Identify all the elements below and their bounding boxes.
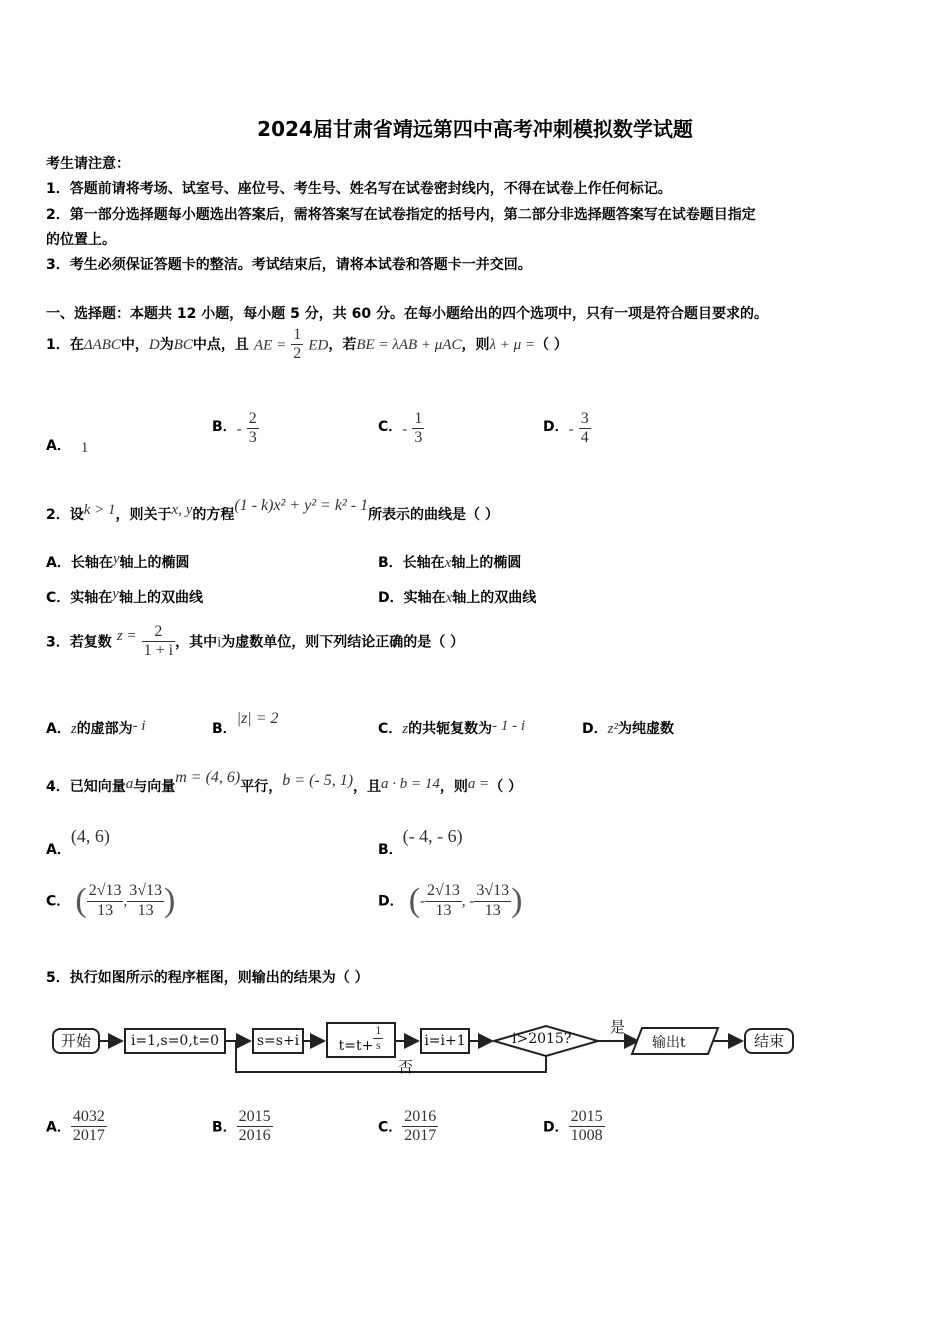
numerator: 3√13 — [127, 882, 164, 901]
left-paren: ( — [75, 882, 87, 919]
q1-text: 中， — [120, 337, 149, 353]
separator: , - — [461, 893, 475, 910]
q3-option-d[interactable] — [582, 718, 674, 738]
denominator: s — [376, 1037, 381, 1052]
denominator: 2017 — [72, 1127, 105, 1145]
q4-vector-a: a — [125, 776, 134, 792]
numerator: 2015 — [569, 1108, 605, 1127]
q1-point-d: D — [148, 337, 160, 353]
q4-answer-a: a = — [467, 776, 490, 792]
option-label: A．长轴在 — [46, 555, 113, 571]
option-text: 轴上的椭圆 — [119, 555, 190, 571]
numerator: 1 — [375, 1023, 382, 1037]
minus-sign: - — [568, 421, 574, 438]
q4-text: 与向量 — [133, 779, 176, 795]
option-var: z — [70, 721, 77, 737]
flow-condition: i>2015? — [512, 1031, 572, 1047]
q3-text: 3．若复数 — [46, 634, 112, 651]
numerator: 2√13 — [425, 882, 462, 901]
flow-no-label: 否 — [398, 1058, 414, 1076]
q1-option-c[interactable] — [378, 410, 424, 448]
denominator: 2016 — [238, 1127, 271, 1145]
q2-equation: (1 - k)x² + y² = k² - 1 — [234, 497, 369, 514]
option-value: - 1 - i — [492, 718, 526, 734]
option-value: 1 — [80, 440, 89, 456]
fraction-1 — [87, 882, 124, 920]
option-var: z² — [607, 721, 618, 737]
q1-text: 中点，且 — [192, 337, 249, 353]
option-text: 轴上的双曲线 — [118, 590, 203, 606]
option-label: C．实轴在 — [46, 590, 113, 606]
option-label: D．实轴在 — [378, 590, 446, 606]
option-label: A． — [46, 438, 71, 454]
fraction-2 — [474, 882, 511, 920]
q5-option-c[interactable] — [378, 1108, 438, 1146]
option-fraction — [402, 1108, 438, 1146]
minus-sign: - — [420, 893, 426, 910]
q2-text: 所表示的曲线是（ ） — [368, 507, 499, 523]
option-value: (4, 6) — [70, 826, 110, 846]
option-label: C． — [378, 1119, 403, 1136]
denominator: 3 — [248, 429, 257, 447]
numerator: 1 — [291, 326, 303, 345]
option-text: 轴上的双曲线 — [452, 590, 537, 606]
option-var: x — [444, 555, 452, 571]
option-text: 为纯虚数 — [617, 721, 674, 737]
numerator: 2√13 — [87, 882, 124, 901]
denominator: 2 — [293, 345, 302, 363]
option-label: B． — [212, 419, 237, 436]
flow-sum-t — [326, 1022, 396, 1058]
q3-option-c[interactable] — [378, 718, 525, 738]
option-label: D． — [378, 893, 404, 910]
option-label: B． — [212, 721, 237, 737]
option-label: C． — [378, 419, 403, 436]
option-var: y — [112, 586, 119, 602]
flow-yes-label: 是 — [610, 1018, 626, 1036]
option-value: (- 4, - 6) — [402, 826, 463, 846]
q5-option-b[interactable] — [212, 1108, 273, 1146]
option-text: 的虚部为 — [76, 721, 133, 737]
q1-text: ，若 — [328, 337, 357, 353]
option-text: 的共轭复数为 — [408, 721, 493, 737]
q1-vector-ed: ED — [308, 337, 329, 354]
q3-z: z = — [116, 628, 137, 645]
numerator: 4032 — [71, 1108, 107, 1127]
q4-option-b[interactable] — [378, 826, 463, 858]
option-var: y — [112, 551, 120, 567]
numerator: 1 — [412, 410, 424, 429]
option-fraction — [412, 410, 424, 448]
q2-option-b[interactable] — [378, 552, 521, 572]
option-fraction — [237, 1108, 273, 1146]
q4-text: ，且 — [353, 779, 382, 795]
option-label: D． — [582, 721, 608, 737]
q2-text: ，则关于 — [115, 507, 172, 523]
q4-text: ，则 — [439, 779, 468, 795]
numerator: 2016 — [402, 1108, 438, 1127]
minus-sign: - — [402, 421, 408, 438]
q1-expression: BE = λAB + μAC — [356, 337, 462, 353]
denominator: 3 — [414, 429, 423, 447]
q1-text: （ ） — [535, 337, 568, 353]
q2-option-c[interactable] — [46, 587, 203, 607]
q1-triangle: ΔABC — [83, 337, 121, 353]
q1-vector-ae: AE = — [254, 337, 287, 354]
q2-option-d[interactable] — [378, 587, 536, 607]
denominator: 1 + i — [143, 642, 174, 660]
q1-fraction — [291, 326, 303, 364]
question-5: 5．执行如图所示的程序框图，则输出的结果为（ ） — [46, 970, 369, 986]
option-label: D． — [543, 419, 569, 436]
question-2 — [46, 497, 499, 524]
q5-option-a[interactable] — [46, 1108, 107, 1146]
option-label: A． — [46, 1119, 71, 1136]
q3-text: ，其中 — [175, 634, 218, 651]
flow-t-text: t=t+ — [338, 1038, 374, 1055]
flow-sum-s: s=s+i — [252, 1028, 304, 1054]
q4-text: 4．已知向量 — [46, 779, 126, 795]
q3-option-a[interactable] — [46, 718, 146, 738]
denominator: 13 — [435, 901, 452, 919]
option-fraction — [71, 1108, 107, 1146]
option-label: D． — [543, 1119, 569, 1136]
section-heading: 一、选择题：本题共 12 小题，每小题 5 分，共 60 分。在每小题给出的四个选项中，只有一项是符合题目要求的。 — [46, 306, 768, 322]
notice-item-2a: 2．第一部分选择题每小题选出答案后，需将答案写在试卷指定的括号内，第二部分非选择题答案写在试卷题目指定 — [46, 207, 756, 223]
separator: , — [123, 893, 128, 910]
numerator: 3√13 — [474, 882, 511, 901]
notice-item-2b: 的位置上。 — [46, 232, 116, 248]
minus-sign: - — [236, 421, 242, 438]
q2-option-a[interactable] — [46, 552, 190, 572]
denominator: 4 — [580, 429, 589, 447]
q1-option-d[interactable] — [543, 410, 591, 448]
fraction-2 — [127, 882, 164, 920]
q4-option-d[interactable] — [378, 882, 522, 920]
option-label: B． — [212, 1119, 237, 1136]
q4-text: 平行， — [240, 779, 283, 795]
denominator: 2017 — [404, 1127, 437, 1145]
option-var: z — [402, 721, 409, 737]
q1-text: 1．在 — [46, 337, 84, 353]
option-label: C． — [46, 893, 71, 910]
flow-increment: i=i+1 — [420, 1028, 470, 1054]
q2-condition: k > 1 — [83, 502, 116, 518]
q1-text: ，则 — [461, 337, 490, 353]
option-value: |z| = 2 — [236, 710, 279, 727]
page-title: 2024届甘肃省靖远第四中高考冲刺模拟数学试题 — [257, 117, 693, 141]
q1-bc: BC — [173, 337, 193, 353]
q3-text: 为虚数单位，则下列结论正确的是（ ） — [221, 634, 465, 651]
option-label: B．长轴在 — [378, 555, 445, 571]
option-label: B． — [378, 842, 403, 858]
q1-text: 为 — [159, 337, 174, 353]
flow-init: i=1,s=0,t=0 — [124, 1028, 226, 1054]
denominator: 1008 — [570, 1127, 603, 1145]
q4-option-c[interactable] — [46, 882, 175, 920]
q1-option-a[interactable] — [46, 410, 89, 456]
flow-output: 输出t — [652, 1035, 686, 1051]
flowchart — [46, 1012, 806, 1092]
q4-dot-product: a · b = 14 — [381, 776, 440, 792]
q5-option-d[interactable] — [543, 1108, 605, 1146]
q1-expression-2: λ + μ = — [489, 337, 536, 353]
option-fraction — [247, 410, 259, 448]
numerator: 2 — [247, 410, 259, 429]
right-paren: ) — [511, 882, 523, 919]
q4-option-a[interactable] — [46, 826, 110, 858]
notice-heading: 考生请注意： — [46, 156, 130, 172]
denominator: 13 — [137, 901, 154, 919]
q3-fraction — [142, 623, 175, 661]
option-value: - i — [132, 718, 146, 734]
q2-text: 的方程 — [192, 507, 235, 523]
left-paren: ( — [408, 882, 421, 919]
option-text: 轴上的椭圆 — [451, 555, 522, 571]
notice-item-1: 1．答题前请将考场、试室号、座位号、考生号、姓名写在试卷密封线内，不得在试卷上作任何标记。 — [46, 181, 672, 197]
q2-variables: x, y — [171, 502, 193, 518]
denominator: 13 — [484, 901, 501, 919]
option-fraction — [569, 1108, 605, 1146]
option-label: A． — [46, 721, 71, 737]
q3-i: i — [217, 634, 222, 651]
right-paren: ) — [164, 882, 176, 919]
q1-option-b[interactable] — [212, 410, 259, 448]
numerator: 3 — [579, 410, 591, 429]
flow-start: 开始 — [52, 1028, 100, 1054]
fraction-1 — [425, 882, 462, 920]
numerator: 2015 — [237, 1108, 273, 1127]
question-3 — [46, 623, 464, 661]
flow-t-fraction — [373, 1024, 383, 1053]
question-1 — [46, 326, 568, 372]
q4-text: （ ） — [489, 779, 523, 795]
q3-option-b[interactable] — [212, 708, 279, 737]
q2-text: 2．设 — [46, 507, 84, 523]
denominator: 13 — [97, 901, 114, 919]
numerator: 2 — [142, 623, 175, 642]
q4-vector-m: m = (4, 6) — [175, 769, 241, 786]
option-fraction — [579, 410, 591, 448]
flow-end: 结束 — [744, 1028, 794, 1054]
option-label: A． — [46, 842, 71, 858]
option-var: x — [445, 590, 453, 606]
option-label: C． — [378, 721, 403, 737]
q4-vector-b: b = (- 5, 1) — [282, 772, 354, 789]
notice-item-3: 3．考生必须保证答题卡的整洁。考试结束后，请将本试卷和答题卡一并交回。 — [46, 257, 532, 273]
question-4 — [46, 769, 523, 796]
